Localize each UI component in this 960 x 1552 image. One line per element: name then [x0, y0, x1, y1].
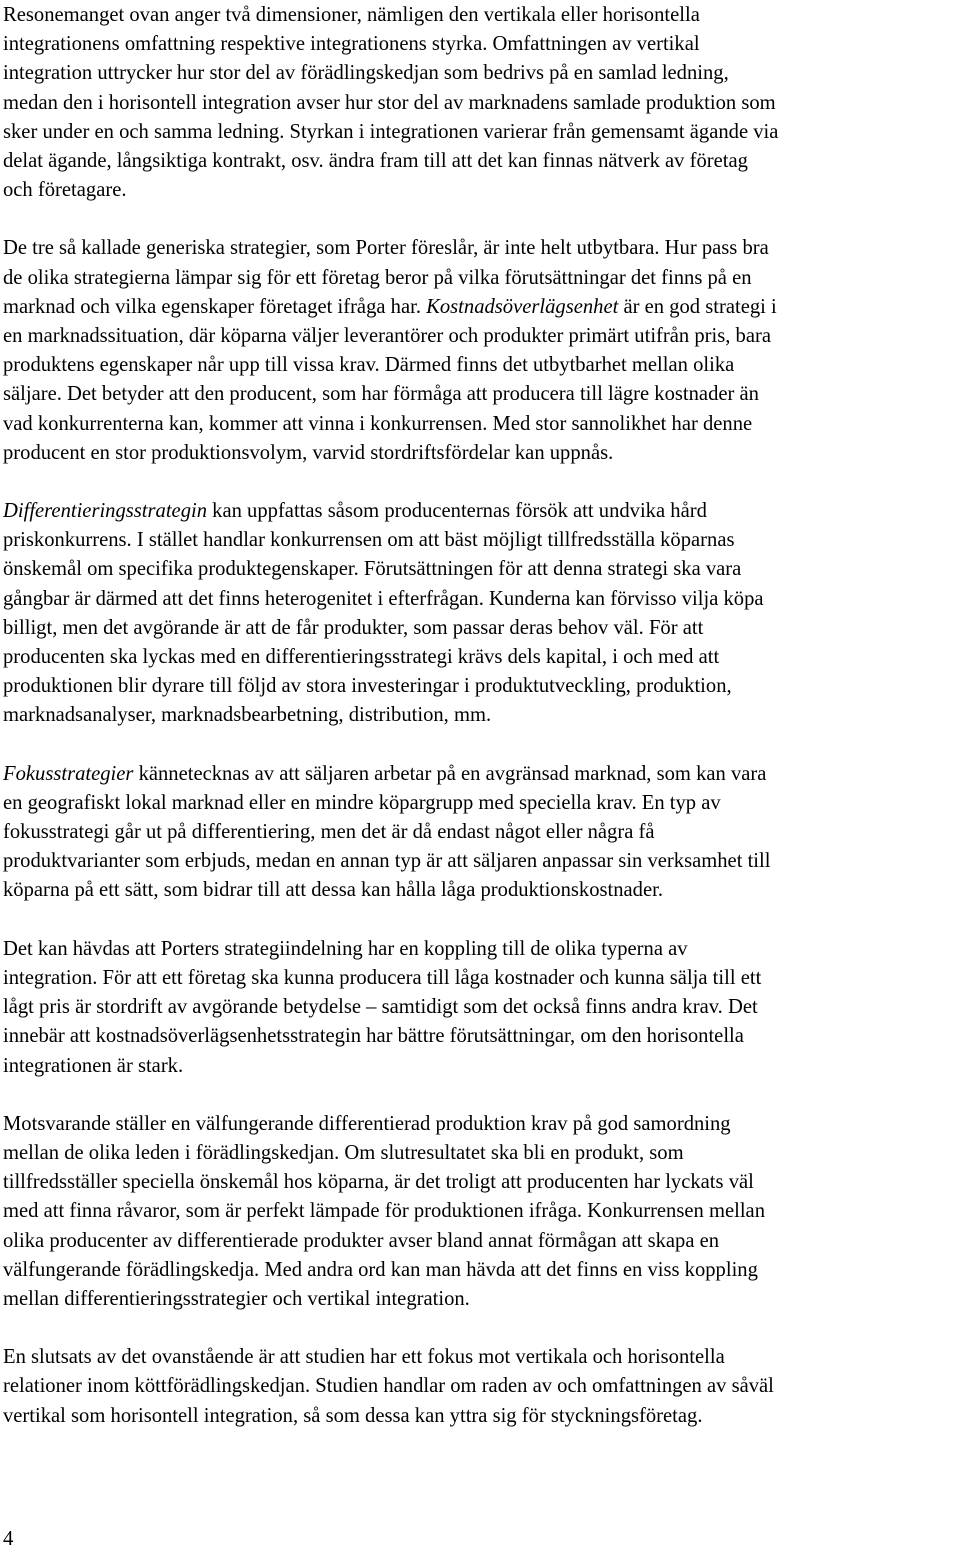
document-page: [3, 0, 955, 1431]
text-line: vertikal som horisontell integration, så som dessa kan yttra sig för styckningsföretag.: [3, 1404, 703, 1427]
text-line: och företagare.: [3, 179, 127, 202]
term-differentieringsstrategin: Differentieringsstrategin: [3, 500, 208, 523]
text-line: en geografiskt lokal marknad eller en mindre köpargrupp med speciella krav. En typ av: [3, 791, 721, 814]
text-line: Resonemanget ovan anger två dimensioner, nämligen den vertikala eller horisontella: [3, 4, 700, 26]
text-line: integrationens omfattning respektive integrationens styrka. Omfattningen av vertikal: [3, 33, 700, 56]
text-line: billigt, men det avgörande är att de får produkter, som passar deras behov väl. För att: [3, 616, 704, 639]
paragraph-spacer: [3, 906, 955, 935]
text-line: köparna på ett sätt, som bidrar till att dessa kan hålla låga produktionskostnader.: [3, 879, 663, 902]
paragraph-spacer: [3, 1314, 955, 1343]
text-line: lågt pris är stordrift av avgörande betydelse – samtidigt som det också finns andra krav. Det: [3, 996, 758, 1019]
text-line: gångbar är därmed att det finns heterogenitet i efterfrågan. Kunderna kan förvisso vilja köpa: [3, 587, 764, 610]
text-line: relationer inom köttförädlingskedjan. Studien handlar om raden av och omfattningen av såväl: [3, 1375, 774, 1398]
text-line: säljare. Det betyder att den producent, som har förmåga att producera till lägre kostnader än: [3, 383, 759, 406]
text-line: de olika strategierna lämpar sig för ett företag beror på vilka förutsättningar det finns på en: [3, 266, 752, 289]
text-line: producenten ska lyckas med en differentieringsstrategi krävs dels kapital, i och med att: [3, 646, 720, 669]
page-number: 4: [3, 1528, 14, 1550]
paragraph-differentiated-production: [3, 1110, 955, 1314]
text-run: kan uppfattas såsom producenternas försök att undvika hård: [207, 500, 707, 523]
term-kostnadsoverlagsenhet: Kostnadsöverlägsenhet: [426, 295, 619, 318]
text-line: innebär att kostnadsöverlägsenhetsstrategin har bättre förutsättningar, om den horisontella: [3, 1025, 744, 1048]
text-line: integrationen är stark.: [3, 1054, 184, 1077]
text-line: delat ägande, långsiktiga kontrakt, osv. ändra fram till att det kan finnas nätverk av företag: [3, 150, 748, 173]
text-line: önskemål om specifika produktegenskaper. Förutsättningen för att denna strategi ska vara: [3, 558, 742, 581]
text-line: Det kan hävdas att Porters strategiindelning har en koppling till de olika typerna av: [3, 937, 688, 960]
paragraph-conclusion: [3, 1343, 955, 1431]
paragraph-spacer: [3, 1081, 955, 1110]
text-line: [3, 293, 955, 322]
paragraph-differentiation: [3, 497, 955, 731]
text-line: tillfredsställer speciella önskemål hos köparna, är det troligt att producenten har lyckats väl: [3, 1171, 754, 1194]
text-line: integration uttrycker hur stor del av förädlingskedjan som bedrivs på en samlad ledning,: [3, 62, 729, 85]
paragraph-integration-dimensions: [3, 0, 955, 205]
paragraph-porter-integration-link: [3, 935, 955, 1081]
text-line: med att finna råvaror, som är perfekt lämpade för produktionen ifråga. Konkurrensen mellan: [3, 1200, 765, 1223]
term-fokusstrategier: Fokusstrategier: [3, 762, 134, 785]
text-line: producent en stor produktionsvolym, varvid stordriftsfördelar kan uppnås.: [3, 441, 614, 464]
text-line: produktionen blir dyrare till följd av stora investeringar i produktutveckling, produktion,: [3, 675, 732, 698]
text-run: marknad och vilka egenskaper företaget ifråga har.: [3, 295, 427, 318]
text-line: vad konkurrenterna kan, kommer att vinna i konkurrensen. Med stor sannolikhet har denne: [3, 412, 753, 435]
text-line: Motsvarande ställer en välfungerande differentierad produktion krav på god samordning: [3, 1112, 731, 1135]
text-line: priskonkurrens. I stället handlar konkurrensen om att bäst möjligt tillfredsställa köparnas: [3, 529, 735, 552]
text-line: medan den i horisontell integration avser hur stor del av marknadens samlade produktion som: [3, 91, 776, 114]
text-line: fokusstrategi går ut på differentiering, men det är då endast något eller några få: [3, 821, 655, 844]
paragraph-focus-strategies: [3, 760, 955, 906]
text-line: en marknadssituation, där köparna väljer leverantörer och produkter primärt utifrån pris, bara: [3, 325, 771, 348]
text-line: En slutsats av det ovanstående är att studien har ett fokus mot vertikala och horisontella: [3, 1346, 725, 1369]
text-line: produktvarianter som erbjuds, medan en annan typ är att säljaren anpassar sin verksamhet till: [3, 850, 771, 873]
text-run: kännetecknas av att säljaren arbetar på en avgränsad marknad, som kan vara: [133, 762, 767, 785]
text-line: välfungerande förädlingskedja. Med andra ord kan man hävda att det finns en viss koppling: [3, 1258, 758, 1281]
text-line: integration. För att ett företag ska kunna producera till låga kostnader och kunna sälja till ett: [3, 966, 762, 989]
text-line: olika producenter av differentierade produkter avser bland annat förmågan att skapa en: [3, 1229, 720, 1252]
text-line: [3, 760, 955, 789]
text-line: [3, 497, 955, 526]
text-line: De tre så kallade generiska strategier, som Porter föreslår, är inte helt utbytbara. Hur pass bra: [3, 237, 769, 260]
text-line: produktens egenskaper når upp till vissa krav. Därmed finns det utbytbarhet mellan olika: [3, 354, 735, 377]
text-line: marknadsanalyser, marknadsbearbetning, distribution, mm.: [3, 704, 492, 727]
paragraph-spacer: [3, 468, 955, 497]
text-line: mellan differentieringsstrategier och vertikal integration.: [3, 1287, 470, 1310]
paragraph-generic-strategies: [3, 234, 955, 468]
text-line: mellan de olika leden i förädlingskedjan. Om slutresultatet ska bli en produkt, som: [3, 1141, 684, 1164]
paragraph-spacer: [3, 205, 955, 234]
paragraph-spacer: [3, 731, 955, 760]
text-run: är en god strategi i: [618, 295, 777, 318]
text-line: sker under en och samma ledning. Styrkan i integrationen varierar från gemensamt ägande via: [3, 120, 779, 143]
